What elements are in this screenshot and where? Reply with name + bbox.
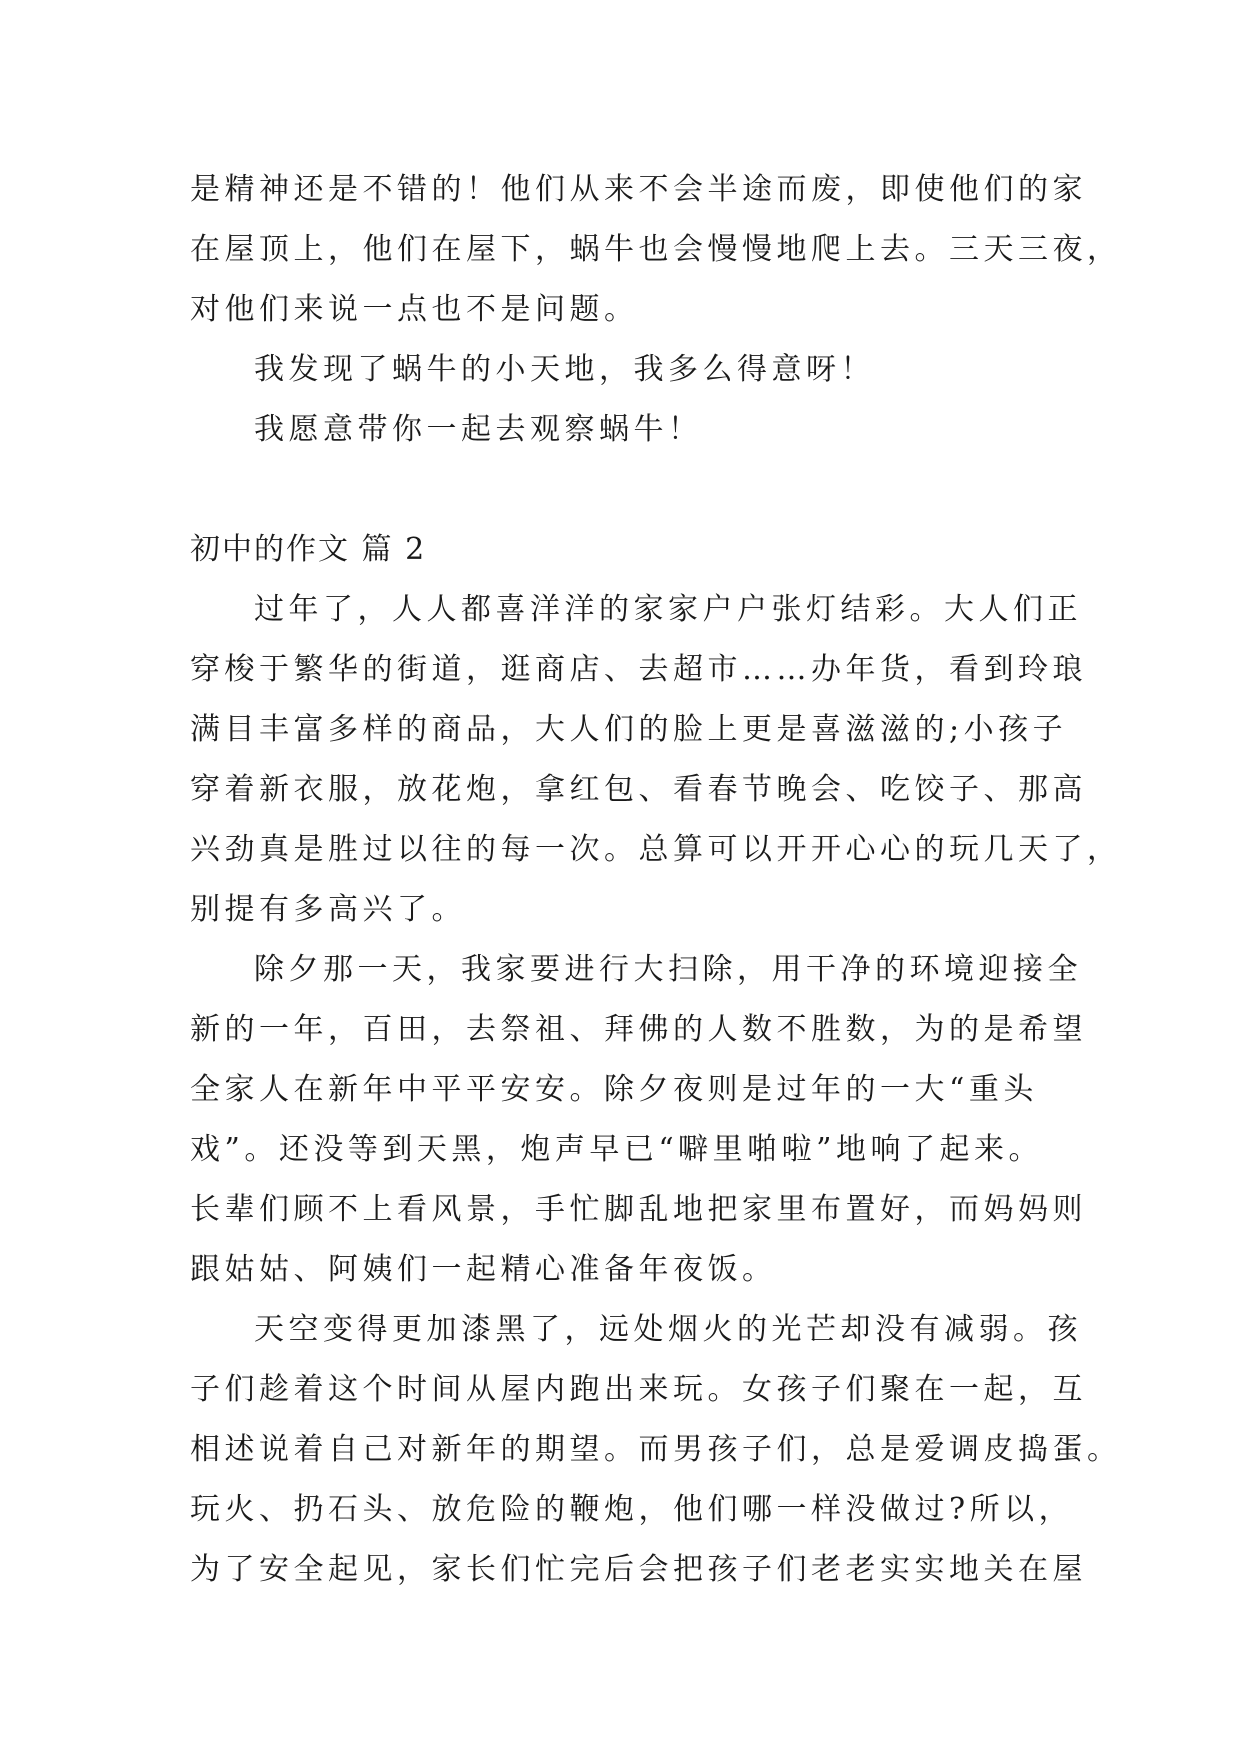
paragraph-line: 新的一年，百田，去祭祖、拜佛的人数不胜数，为的是希望 [190,1012,1087,1047]
paragraph-line: 我发现了蜗牛的小天地，我多么得意呀！ [254,352,875,387]
paragraph-line: 别提有多高兴了。 [190,892,466,927]
paragraph-line: 相述说着自己对新年的期望。而男孩子们，总是爱调皮捣蛋。 [190,1432,1122,1467]
paragraph-line: 兴劲真是胜过以往的每一次。总算可以开开心心的玩几天了， [190,832,1122,867]
paragraph-line: 穿梭于繁华的街道，逛商店、去超市……办年货，看到玲琅 [190,652,1087,687]
paragraph-line: 我愿意带你一起去观察蜗牛！ [254,412,703,447]
paragraph-line: 天空变得更加漆黑了，远处烟火的光芒却没有减弱。孩 [254,1312,1082,1347]
section-heading: 初中的作文 篇 2 [190,532,427,567]
paragraph-line: 全家人在新年中平平安安。除夕夜则是过年的一大“重头 [190,1072,1038,1107]
paragraph-line: 在屋顶上，他们在屋下，蜗牛也会慢慢地爬上去。三天三夜， [190,232,1122,267]
paragraph-line: 对他们来说一点也不是问题。 [190,292,639,327]
paragraph-line: 穿着新衣服，放花炮，拿红包、看春节晚会、吃饺子、那高 [190,772,1087,807]
paragraph-line: 过年了，人人都喜洋洋的家家户户张灯结彩。大人们正 [254,592,1082,627]
paragraph-line: 为了安全起见，家长们忙完后会把孩子们老老实实地关在屋 [190,1552,1087,1587]
paragraph-line: 长辈们顾不上看风景，手忙脚乱地把家里布置好，而妈妈则 [190,1192,1087,1227]
paragraph-line: 是精神还是不错的！他们从来不会半途而废，即使他们的家 [190,172,1087,207]
document-body [190,160,1122,1600]
section-gap [190,460,1060,520]
paragraph-line: 子们趁着这个时间从屋内跑出来玩。女孩子们聚在一起，互 [190,1372,1087,1407]
paragraph-line: 戏”。还没等到天黑，炮声早已“噼里啪啦”地响了起来。 [190,1132,1044,1167]
paragraph-line: 满目丰富多样的商品，大人们的脸上更是喜滋滋的;小孩子 [190,712,1068,747]
paragraph-line: 除夕那一天，我家要进行大扫除，用干净的环境迎接全 [254,952,1082,987]
paragraph-line: 跟姑姑、阿姨们一起精心准备年夜饭。 [190,1252,777,1287]
paragraph-line: 玩火、扔石头、放危险的鞭炮，他们哪一样没做过?所以， [190,1492,1074,1527]
